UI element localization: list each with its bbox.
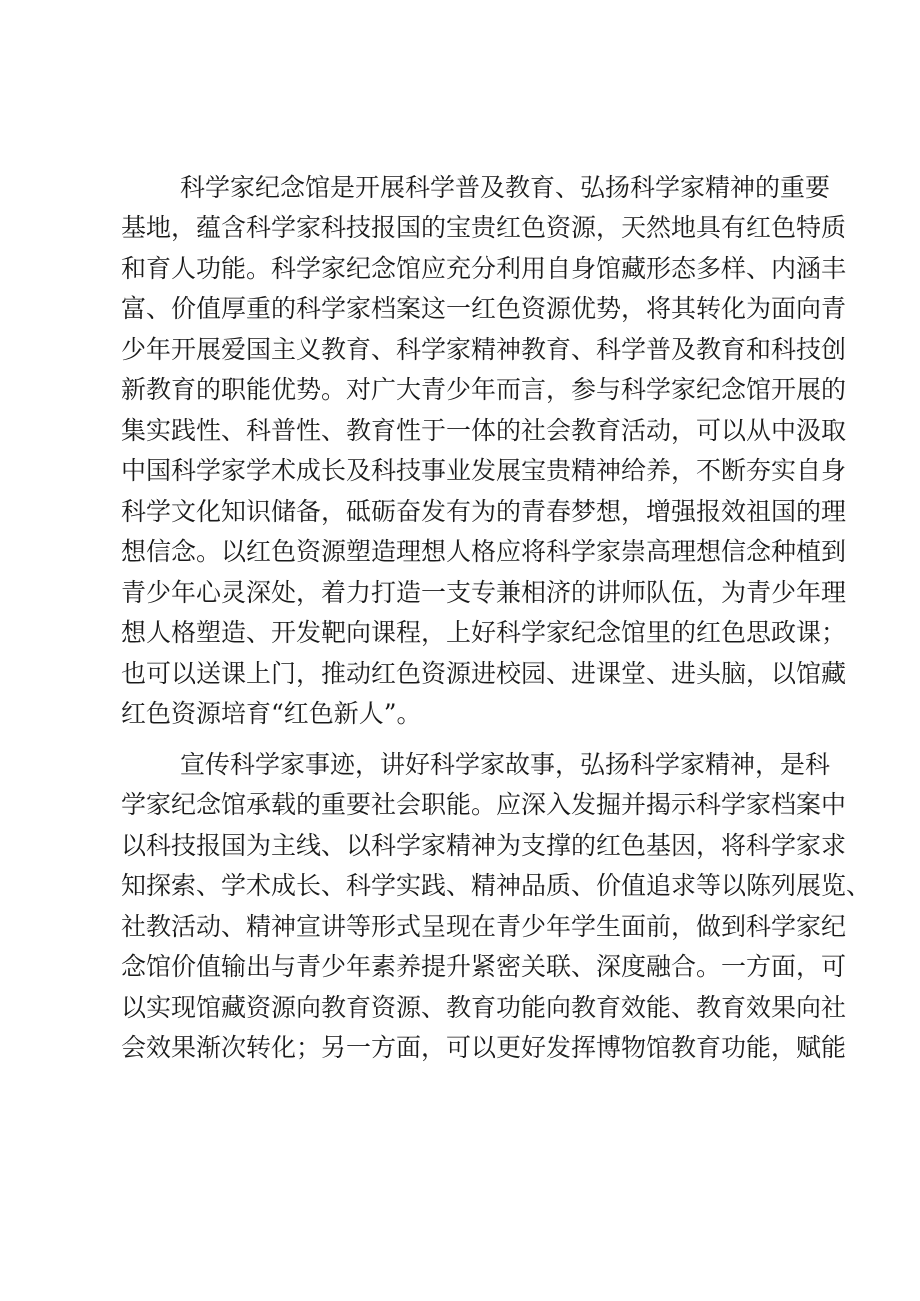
paragraph-line: 基地，蕴含科学家科技报国的宝贵红色资源，天然地具有红色特质: [121, 213, 847, 242]
paragraph-line: 科学文化知识储备，砥砺奋发有为的青春梦想，增强报效祖国的理: [121, 497, 847, 526]
paragraph-line: 宣传科学家事迹，讲好科学家故事，弘扬科学家精神，是科: [180, 750, 831, 779]
paragraph-line: 集实践性、科普性、教育性于一体的社会教育活动，可以从中汲取: [121, 416, 847, 445]
paragraph-line: 以科技报国为主线、以科学家精神为支撑的红色基因，将科学家求: [121, 831, 847, 860]
paragraph-line: 学家纪念馆承载的重要社会职能。应深入发掘并揭示科学家档案中: [121, 790, 847, 819]
paragraph-line: 青少年心灵深处，着力打造一支专兼相济的讲师队伍，为青少年理: [121, 578, 847, 607]
paragraph-line: 和育人功能。科学家纪念馆应充分利用自身馆藏形态多样、内涵丰: [121, 254, 847, 283]
paragraph-line: 念馆价值输出与青少年素养提升紧密关联、深度融合。一方面，可: [121, 952, 847, 981]
paragraph-line: 想信念。以红色资源塑造理想人格应将科学家崇高理想信念种植到: [121, 537, 847, 566]
paragraph-line: 社教活动、精神宣讲等形式呈现在青少年学生面前，做到科学家纪: [121, 912, 847, 941]
paragraph-line: 红色资源培育“红色新人”。: [121, 699, 422, 728]
paragraph-line: 以实现馆藏资源向教育资源、教育功能向教育效能、教育效果向社: [121, 993, 847, 1022]
paragraph-line: 想人格塑造、开发靶向课程，上好科学家纪念馆里的红色思政课；: [121, 618, 847, 647]
paragraph-line: 也可以送课上门，推动红色资源进校园、进课堂、进头脑，以馆藏: [121, 659, 847, 688]
paragraph-line: 知探索、学术成长、科学实践、精神品质、价值追求等以陈列展览、: [121, 871, 872, 900]
paragraph-line: 科学家纪念馆是开展科学普及教育、弘扬科学家精神的重要: [180, 173, 831, 202]
paragraph-line: 新教育的职能优势。对广大青少年而言，参与科学家纪念馆开展的: [121, 375, 847, 404]
paragraph-line: 富、价值厚重的科学家档案这一红色资源优势，将其转化为面向青: [121, 294, 847, 323]
paragraph-line: 会效果渐次转化；另一方面，可以更好发挥博物馆教育功能，赋能: [121, 1033, 847, 1062]
paragraph-line: 中国科学家学术成长及科技事业发展宝贵精神给养，不断夯实自身: [121, 456, 847, 485]
paragraph-line: 少年开展爱国主义教育、科学家精神教育、科学普及教育和科技创: [121, 335, 847, 364]
